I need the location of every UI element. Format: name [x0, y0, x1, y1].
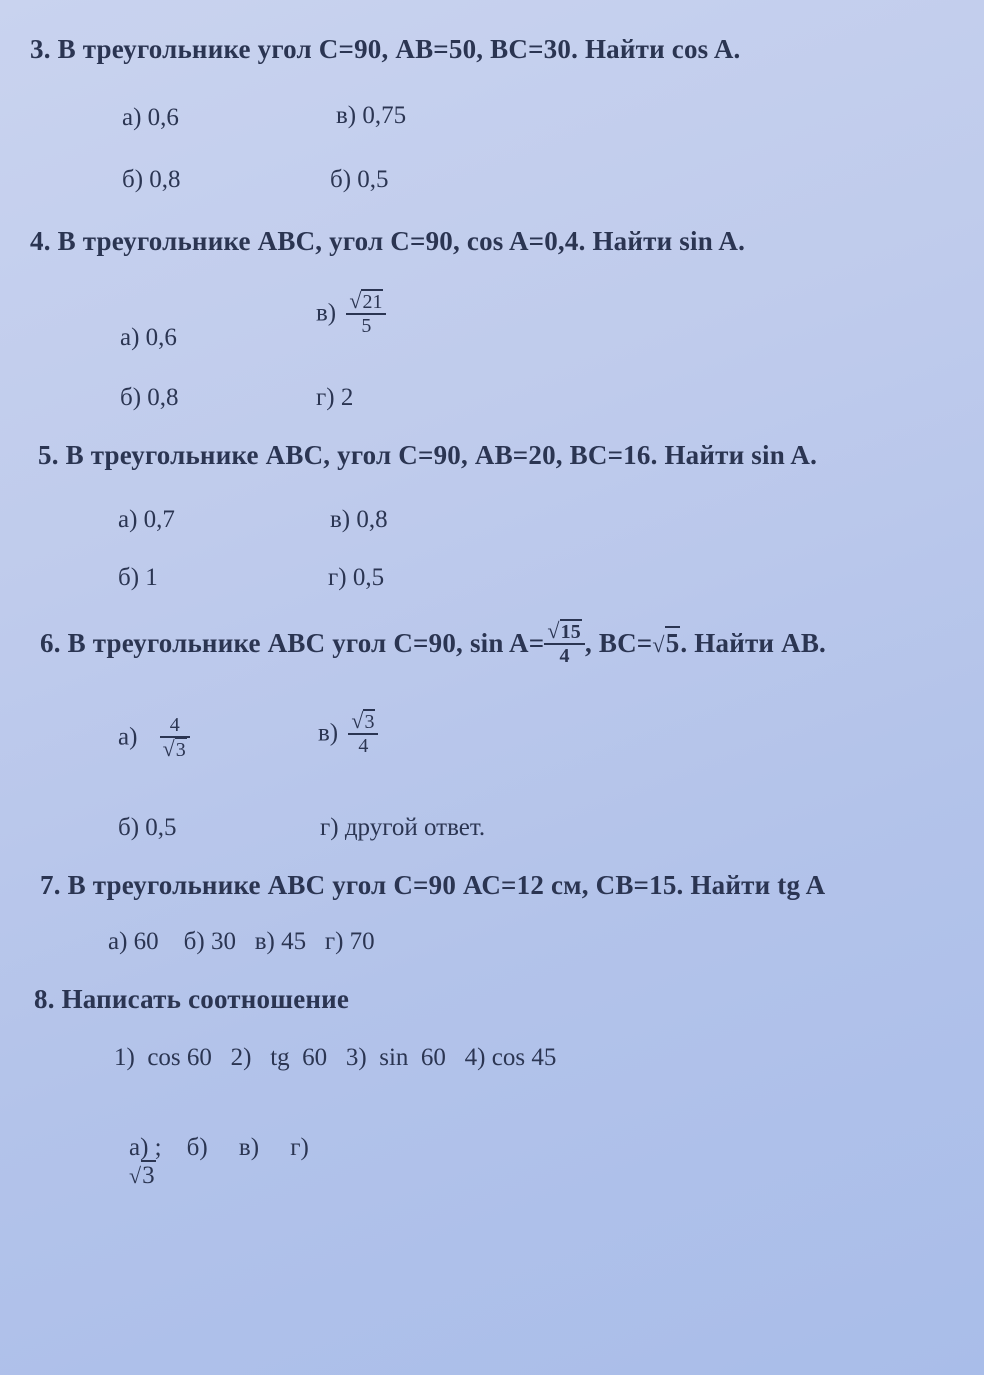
q5-option-v: в) 0,8 — [330, 506, 388, 533]
q6-text-mid: , ВС= — [585, 628, 653, 658]
q8-g-sqrt: √3 — [129, 1162, 155, 1189]
q5-option-a: а) 0,7 — [118, 506, 175, 533]
question-6 — [40, 620, 826, 667]
question-8: 8. Написать соотношение — [34, 984, 350, 1014]
q3-option-a: а) 0,6 — [122, 104, 179, 131]
q4-option-v-label: в) — [316, 299, 337, 327]
q6-option-v — [318, 710, 378, 757]
q6-option-v-label: в) — [318, 719, 339, 747]
q6-text-start: 6. В треугольнике ABC угол С=90, sin A= — [40, 628, 545, 658]
q6-option-a — [118, 714, 190, 761]
q3-option-b2: б) 0,5 — [330, 166, 389, 193]
q6-sin-denominator: 4 — [559, 645, 570, 667]
question-3: 3. В треугольнике угол С=90, АВ=50, ВС=30. Найти cos A. — [30, 34, 741, 64]
q8-items: 1) cos 60 2) tg 60 3) sin 60 4) cos 45 — [114, 1044, 557, 1071]
q6-option-a-label: а) — [118, 723, 138, 751]
q6-sin-radicand: 15 — [560, 621, 581, 643]
q5-option-g: г) 0,5 — [328, 564, 385, 591]
q8-g-radicand: 3 — [142, 1162, 155, 1189]
q8-answer-labels: а) ; б) в) г) — [129, 1134, 309, 1161]
q6-bc-radicand: 5 — [665, 628, 680, 658]
q3-option-b: б) 0,8 — [122, 166, 181, 193]
q6-bc-sqrt: √5 — [652, 628, 680, 658]
q6-option-v-fraction: $\frac{√3}{4}$ — [348, 710, 378, 757]
q4-option-a: а) 0,6 — [120, 324, 177, 351]
q6-text-end: . Найти АВ. — [680, 628, 826, 658]
q6-sin-fraction: $\frac{√15}{4}$ — [544, 620, 585, 667]
q7-options: а) 60 б) 30 в) 45 г) 70 — [108, 928, 375, 955]
q6-option-g: г) другой ответ. — [320, 814, 486, 841]
q5-option-b: б) 1 — [118, 564, 158, 591]
q8-answers — [104, 1106, 309, 1218]
q4-option-b: б) 0,8 — [120, 384, 179, 411]
q6-option-b: б) 0,5 — [118, 814, 177, 841]
q4-option-g: г) 2 — [316, 384, 354, 411]
q6-option-a-fraction: $\frac{4}{√3}$ — [160, 714, 190, 761]
q4-v-radicand: 21 — [362, 291, 383, 313]
q4-option-v — [316, 290, 386, 337]
q4-v-denominator: 5 — [361, 315, 372, 337]
q6-a-numerator: 4 — [160, 714, 190, 738]
question-4: 4. В треугольнике ABC, угол С=90, cos A=0,4. Найти sin A. — [30, 226, 746, 256]
q6-v-radicand: 3 — [364, 711, 375, 733]
q6-v-denominator: 4 — [358, 735, 369, 757]
question-7: 7. В треугольнике ABC угол С=90 АС=12 см, СВ=15. Найти tg A — [40, 870, 826, 900]
q6-a-radicand: 3 — [175, 739, 186, 761]
q3-option-v: в) 0,75 — [336, 102, 407, 129]
q4-option-v-fraction: $\frac{√21}{5}$ — [346, 290, 386, 337]
question-5: 5. В треугольнике ABC, угол С=90, АВ=20, ВС=16. Найти sin A. — [38, 440, 818, 470]
